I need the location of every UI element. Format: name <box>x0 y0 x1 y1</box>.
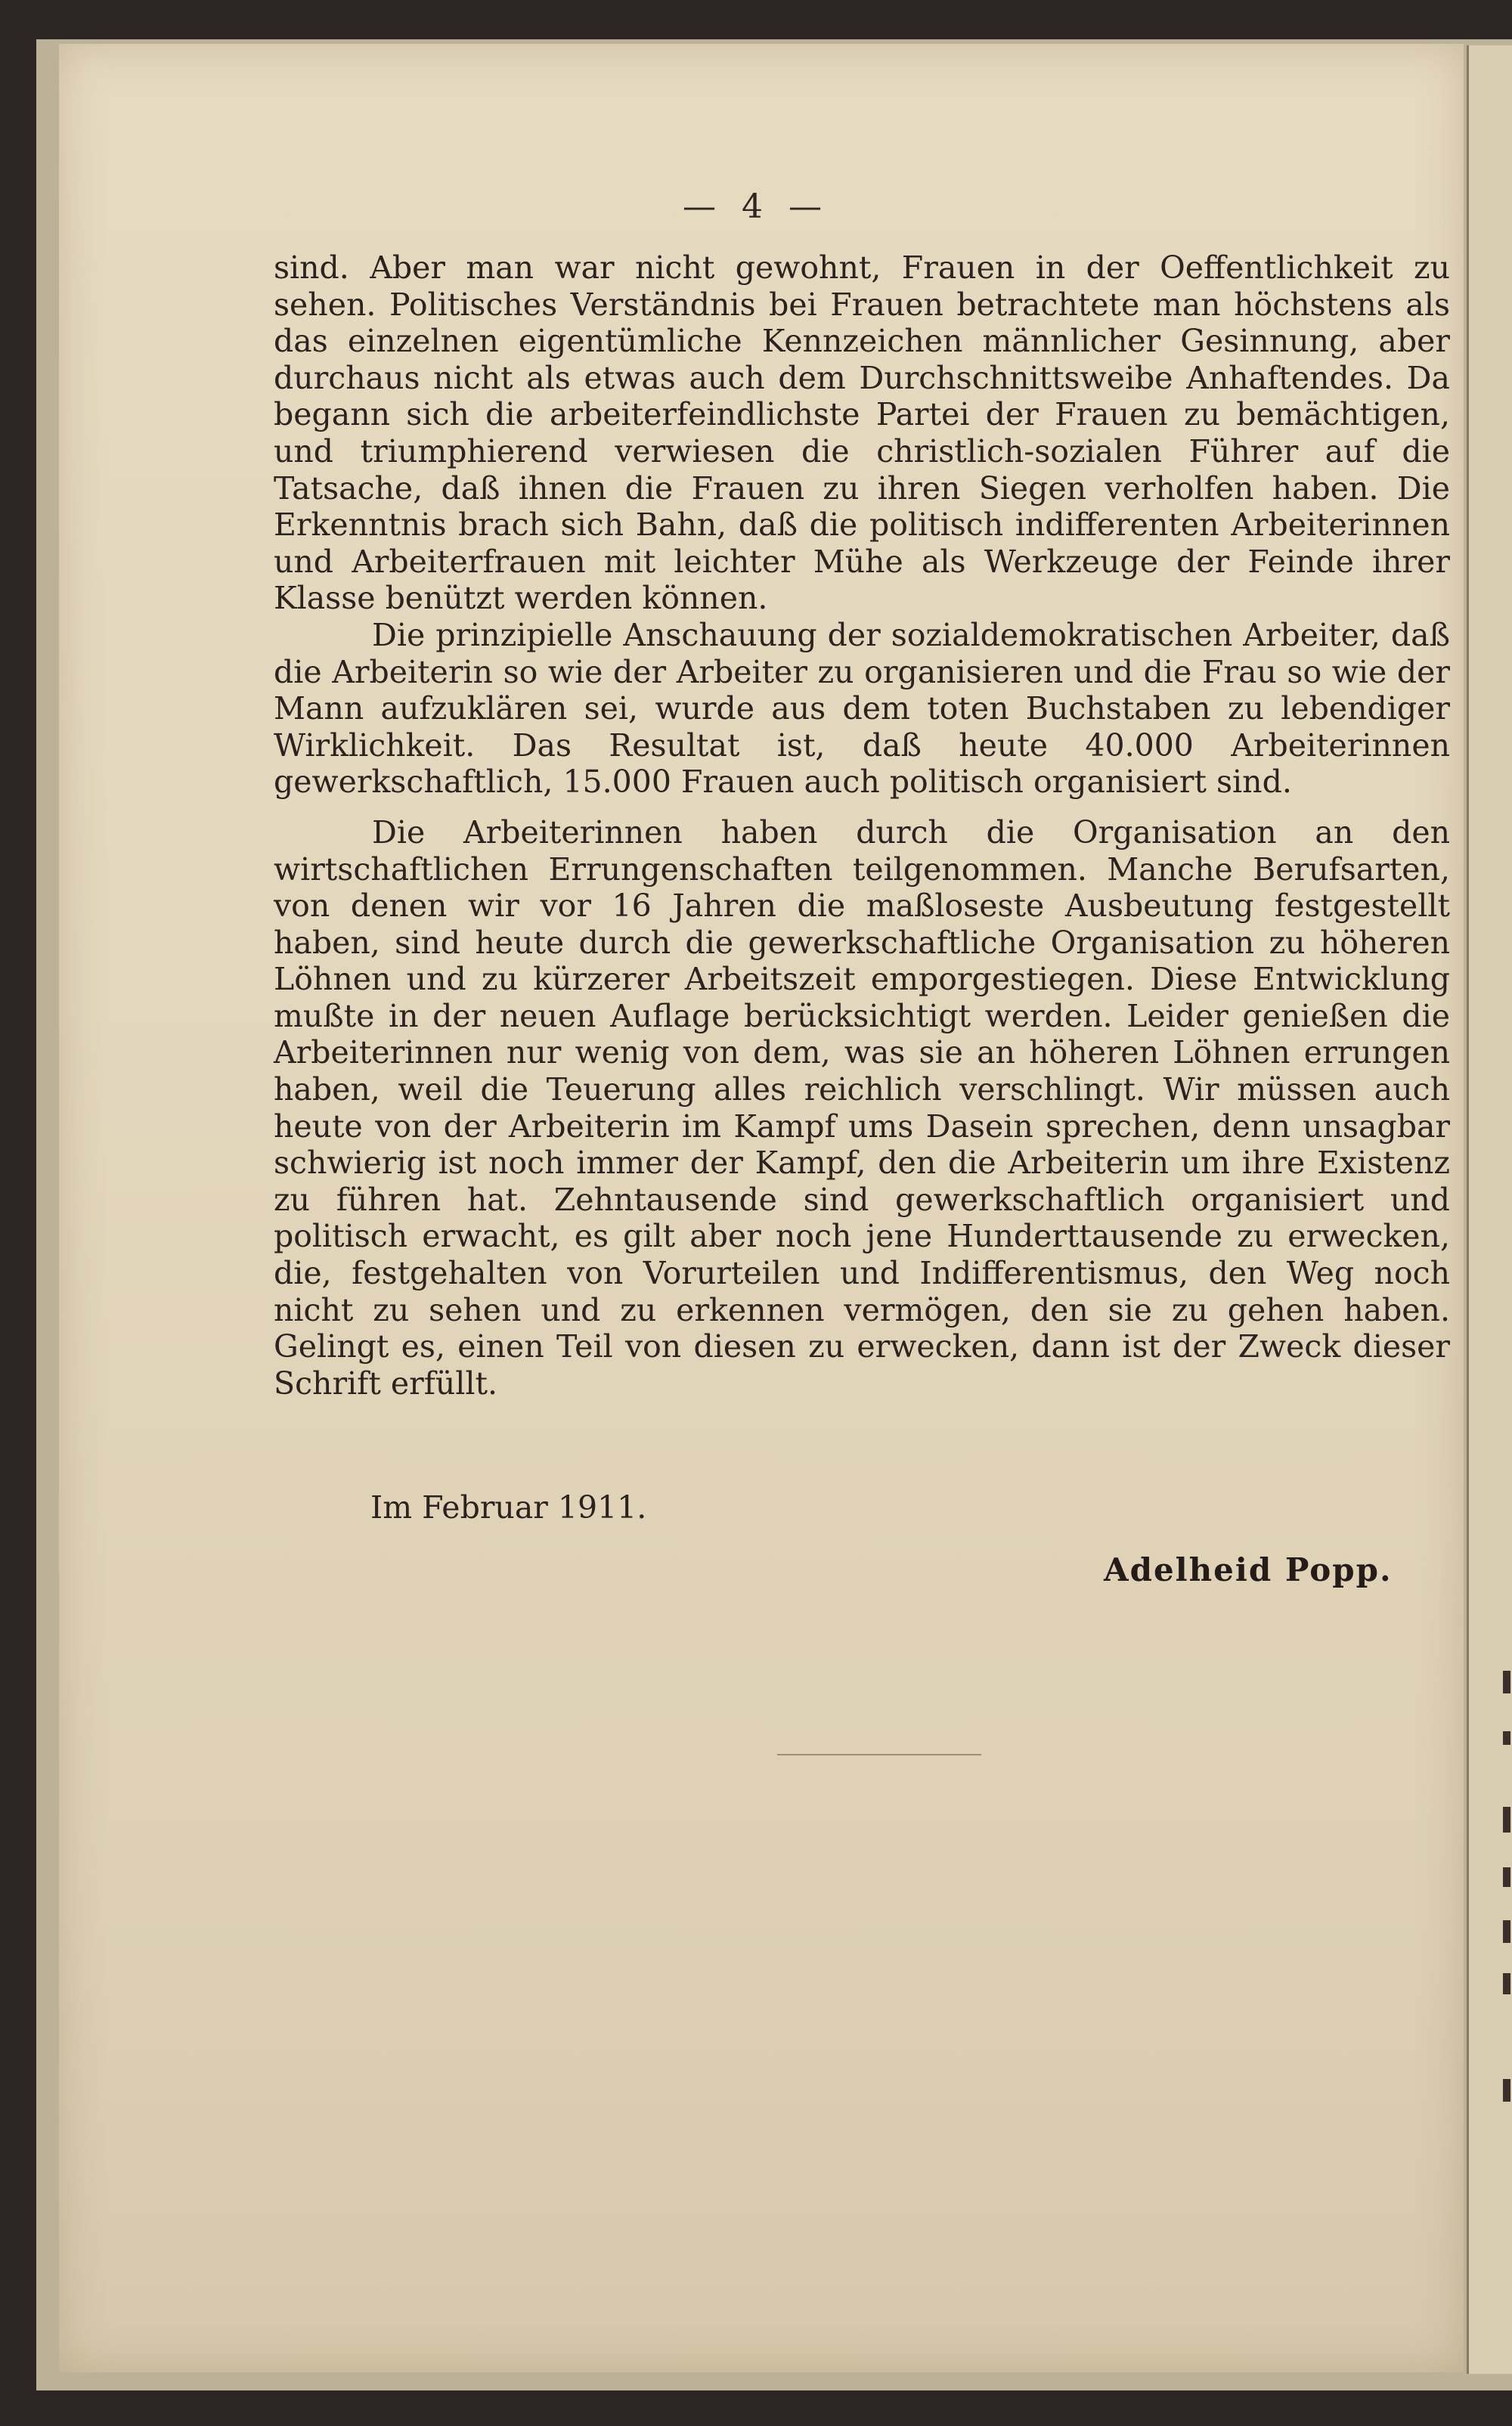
paragraph-2: Die prinzipielle Anschauung der sozialdemokratischen Arbeiter, daß die Arbeiterin so wie der Arbeiter zu organisieren und die Frau so wie der Mann aufzuklären sei, wurde aus dem toten Buchstaben zu lebendiger Wirklichkeit. Das Resultat ist, daß heute 40.000 Arbeiterinnen gewerkschaftlich, 15.000 Frauen auch politisch organisiert sind. <box>274 616 1450 801</box>
adjacent-page-glyph <box>1503 1671 1510 1693</box>
adjacent-page-glyph <box>1503 1867 1510 1887</box>
paragraph-3: Die Arbeiterinnen haben durch die Organisation an den wirtschaftlichen Errungenschaften teilgenommen. Manche Berufsarten, von denen wir vor 16 Jahren die maßloseste Ausbeutung festgestellt haben, sind heute durch die gewerkschaftliche Organisation zu höheren Löhnen und zu kürzerer Arbeitszeit emporgestiegen. Diese Entwicklung mußte in der neuen Auflage berücksichtigt werden. Leider genießen die Arbeiterinnen nur wenig von dem, was sie an höheren Löhnen errungen haben, weil die Teuerung alles reichlich verschlingt. Wir müssen auch heute von der Arbeiterin im Kampf ums Dasein sprechen, denn unsagbar schwierig ist noch immer der Kampf, den die Arbeiterin um ihre Existenz zu führen hat. Zehntausende sind gewerkschaftlich organisiert und politisch erwacht, es gilt aber noch jene Hunderttausende zu erwecken, die, festgehalten von Vorurteilen und Indifferentismus, den Weg noch nicht zu sehen und zu erkennen vermögen, den sie zu gehen haben. Gelingt es, einen Teil von diesen zu erwecken, dann ist der Zweck dieser Schrift erfüllt. <box>274 813 1450 1402</box>
adjacent-page-glyph <box>1503 1731 1510 1745</box>
paragraph-1: sind. Aber man war nicht gewohnt, Frauen in der Oeffentlichkeit zu sehen. Politisches Verständnis bei Frauen betrachtete man höchstens als das einzelnen eigentümliche Kennzeichen männlicher Gesinnung, aber durchaus nicht als etwas auch dem Durchschnittsweibe Anhaftendes. Da begann sich die arbeiterfeindlichste Partei der Frauen zu bemächtigen, und triumphierend verwiesen die christlich-sozialen Führer auf die Tatsache, daß ihnen die Frauen zu ihren Siegen verholfen haben. Die Erkenntnis brach sich Bahn, daß die politisch indifferenten Arbeiterinnen und Arbeiterfrauen mit leichter Mühe als Werkzeuge der Feinde ihrer Klasse benützt werden können. <box>274 249 1450 617</box>
adjacent-page-glyph <box>1503 2079 1510 2102</box>
adjacent-page-glyph <box>1503 1973 1510 1994</box>
author-signature: Adelheid Popp. <box>1104 1551 1393 1588</box>
page-number: — 4 — <box>683 187 829 226</box>
adjacent-page-glyph <box>1503 1920 1510 1943</box>
adjacent-page-edge <box>1467 45 1512 2374</box>
body-text <box>274 249 1450 1402</box>
date-line: Im Februar 1911. <box>370 1489 647 1526</box>
adjacent-page-glyph <box>1503 1807 1510 1833</box>
divider-rule <box>777 1754 981 1755</box>
